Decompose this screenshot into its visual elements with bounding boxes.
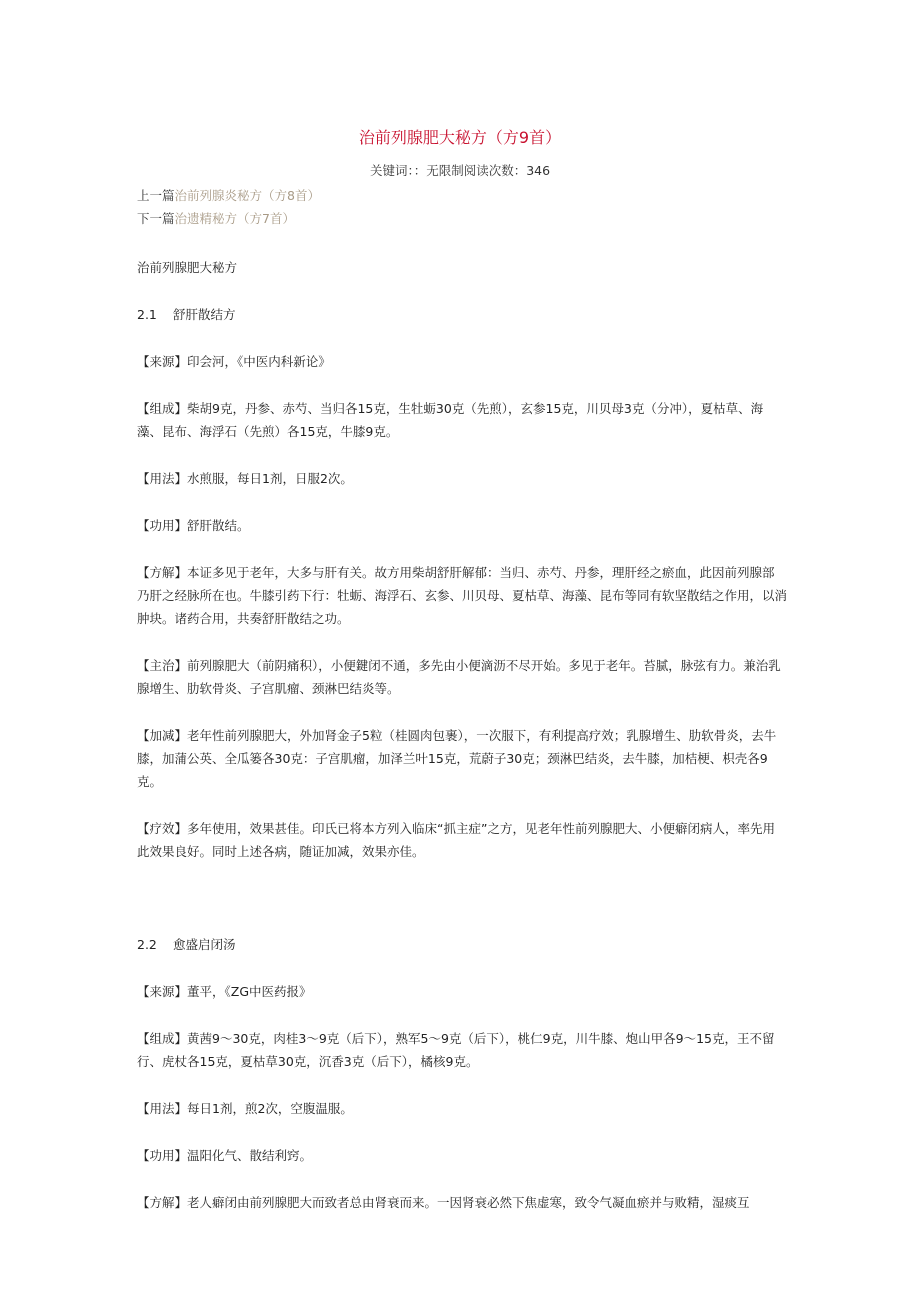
nav-next-link[interactable]: 治遗精秘方（方7首）	[174, 211, 295, 226]
item-label: 【组成】	[137, 1031, 188, 1046]
item-paragraph	[137, 1191, 787, 1214]
document-meta: 关键词：：无限制阅读次数：346	[369, 163, 551, 178]
item-label: 【组成】	[137, 401, 188, 416]
item-label: 【主治】	[137, 658, 188, 673]
item-label: 【疗效】	[137, 821, 188, 836]
item-paragraph	[137, 654, 787, 700]
item-paragraph	[137, 467, 787, 490]
item-text: 柴胡9克，丹参、赤芍、当归各15克，生牡蛎30克（先煎），玄参15克，川贝母3克（分冲），夏枯草、海藻、昆布、海浮石（先煎）各15克，牛膝9克。	[137, 401, 764, 439]
item-label: 【功用】	[137, 1148, 188, 1163]
item-label: 【来源】	[137, 354, 188, 369]
item-text: 每日1剂，煎2次，空腹温服。	[187, 1101, 353, 1116]
item-text: 老人癖闭由前列腺肥大而致者总由肾衰而来。一因肾衰必然下焦虚寒，致令气凝血瘀并与败精，湿痰互	[187, 1195, 750, 1210]
item-paragraph	[137, 724, 787, 793]
section-name: 舒肝散结方	[173, 307, 236, 322]
section-heading	[137, 303, 787, 326]
item-text: 温阳化气、散结利窍。	[187, 1148, 313, 1163]
item-text: 多年使用，效果甚佳。印氏已将本方列入临床“抓主症”之方，见老年性前列腺肥大、小便癖闭病人，率先用此效果良好。同时上述各病，随证加减，效果亦佳。	[137, 821, 775, 859]
item-text: 董平，《ZG中医药报》	[187, 984, 312, 999]
nav-prev-prefix: 上一篇	[137, 188, 175, 203]
section-heading	[137, 933, 787, 956]
document-title: 治前列腺肥大秘方（方9首）	[358, 128, 562, 147]
section-number: 2.2	[137, 937, 157, 952]
intro-paragraph: 治前列腺肥大秘方	[137, 260, 238, 275]
document-body	[137, 256, 787, 1238]
section-number: 2.1	[137, 307, 157, 322]
nav-next-prefix: 下一篇	[137, 211, 175, 226]
item-paragraph	[137, 1144, 787, 1167]
item-text: 舒肝散结。	[187, 518, 250, 533]
item-text: 水煎服，每日1剂，日服2次。	[187, 471, 353, 486]
item-text: 老年性前列腺肥大，外加肾金子5粒（桂圆肉包裹），一次服下，有利提高疗效；乳腺增生、肋软骨炎，去牛膝，加蒲公英、全瓜篓各30克：子宫肌瘤，加泽兰叶15克，荒蔚子30克；颈淋巴结炎，去牛膝，加桔梗、枳壳各9克。	[137, 728, 777, 789]
item-label: 【用法】	[137, 1101, 188, 1116]
item-paragraph	[137, 350, 787, 373]
item-paragraph	[137, 514, 787, 537]
nav-prev-link[interactable]: 治前列腺炎秘方（方8首）	[174, 188, 320, 203]
item-text: 印会河，《中医内科新论》	[187, 354, 331, 369]
section-name: 愈盛启闭汤	[173, 937, 236, 952]
item-text: 本证多见于老年，大多与肝有关。故方用柴胡舒肝解郁：当归、赤芍、丹参，理肝经之瘀血，此因前列腺部乃肝之经脉所在也。牛膝引药下行：牡蛎、海浮石、玄参、川贝母、夏枯草、海藻、昆布等同有软坚散结之作用，以消肿块。诸药合用，共奏舒肝散结之功。	[137, 565, 788, 626]
item-label: 【用法】	[137, 471, 188, 486]
item-label: 【功用】	[137, 518, 188, 533]
item-paragraph	[137, 980, 787, 1003]
item-paragraph	[137, 397, 787, 443]
item-paragraph	[137, 817, 787, 863]
nav-next	[137, 210, 295, 228]
item-paragraph	[137, 561, 787, 630]
item-label: 【方解】	[137, 1195, 188, 1210]
item-text: 黄茜9～30克，肉桂3～9克（后下），熟军5～9克（后下），桃仁9克，川牛膝、炮山甲各9～15克，王不留行、虎杖各15克，夏枯草30克，沉香3克（后下），橘核9克。	[137, 1031, 775, 1069]
item-label: 【来源】	[137, 984, 188, 999]
item-paragraph	[137, 1027, 787, 1073]
item-text: 前列腺肥大（前阴痛积），小便鍵闭不通，多先由小便滴沥不尽开始。多见于老年。苔腻，脉弦有力。兼治乳腺增生、肋软骨炎、子宫肌瘤、颈淋巴结炎等。	[137, 658, 781, 696]
item-label: 【加减】	[137, 728, 188, 743]
nav-prev	[137, 187, 320, 205]
item-paragraph	[137, 1097, 787, 1120]
section-spacer	[137, 887, 787, 933]
item-label: 【方解】	[137, 565, 188, 580]
